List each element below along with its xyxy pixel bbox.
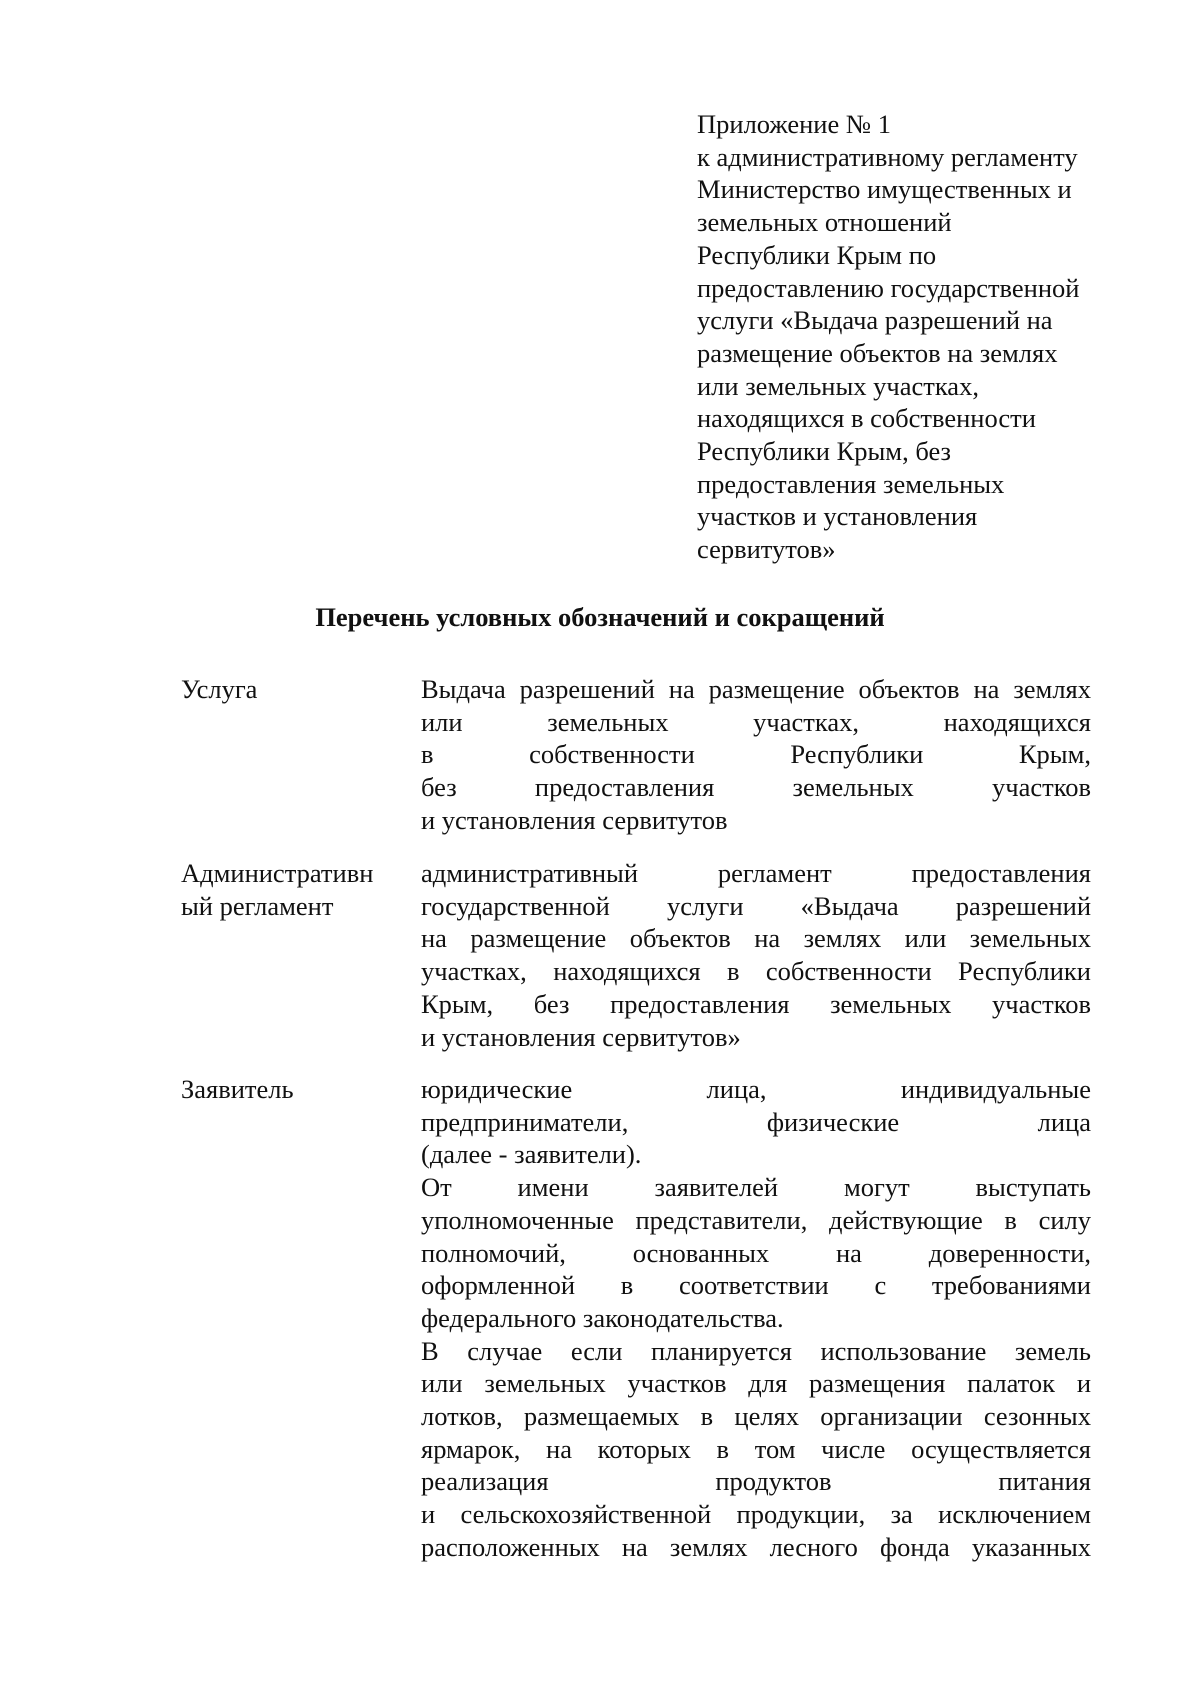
definition-line: Выдача разрешений на размещение объектов на землях [421, 674, 1091, 704]
definition-line: предприниматели, физические лица [421, 1106, 1091, 1137]
definition-line: или земельных участках, находящихся [421, 706, 1091, 737]
term-line: Услуга [181, 674, 258, 704]
definition-line: Крым, без предоставления земельных участков [421, 988, 1091, 1019]
annex-line: размещение объектов на землях [697, 337, 1058, 368]
definition-line: и установления сервитутов [421, 804, 728, 835]
definition-line: на размещение объектов на землях или земельных [421, 923, 1091, 954]
definition-line: оформленной в соответствии с требованиями [421, 1270, 1091, 1301]
annex-line: Министерство имущественных и [697, 174, 1072, 205]
entry-term [181, 857, 406, 922]
definition-line: расположенных на землях лесного фонда указанных [421, 1531, 1091, 1562]
definition-line: государственной услуги «Выдача разрешений [421, 890, 1091, 921]
annex-line: услуги «Выдача разрешений на [697, 305, 1053, 336]
annex-line: Республики Крым по [697, 239, 937, 270]
definition-line: реализация продуктов питания [421, 1466, 1091, 1497]
annex-line: участков и установления [697, 501, 978, 532]
annex-line: предоставлению государственной [697, 272, 1080, 303]
definition-line: или земельных участков для размещения палаток и [421, 1368, 1091, 1399]
term-line: Административн [181, 858, 374, 888]
term-line: ый регламент [181, 890, 334, 921]
annex-line: земельных отношений [697, 207, 952, 238]
annex-line: находящихся в собственности [697, 403, 1036, 434]
definition-line: участках, находящихся в собственности Республики [421, 956, 1091, 987]
entry-term [181, 673, 406, 706]
entry-definition [421, 673, 1091, 837]
definition-line: (далее - заявители). [421, 1139, 642, 1170]
term-line: Заявитель [181, 1074, 294, 1104]
definition-line: лотков, размещаемых в целях организации сезонных [421, 1401, 1091, 1432]
annex-line: сервитутов» [697, 534, 836, 565]
annex-line: предоставления земельных [697, 468, 1005, 499]
annex-line: Приложение № 1 [697, 109, 892, 139]
definition-line: ярмарок, на которых в том числе осуществляется [421, 1433, 1091, 1464]
definition-line: уполномоченные представители, действующие в силу [421, 1204, 1091, 1235]
definition-line: и сельскохозяйственной продукции, за исключением [421, 1499, 1091, 1530]
entry-term [181, 1073, 406, 1106]
definition-line: полномочий, основанных на доверенности, [421, 1237, 1091, 1268]
definition-line: без предоставления земельных участков [421, 772, 1091, 803]
definition-line: юридические лица, индивидуальные [421, 1074, 1091, 1104]
document-title: Перечень условных обозначений и сокращений [315, 602, 885, 632]
annex-line: Республики Крым, без [697, 436, 952, 467]
annex-line: или земельных участках, [697, 370, 979, 401]
definition-line: административный регламент предоставления [421, 858, 1091, 888]
annex-header [697, 108, 1127, 566]
annex-line: к административному регламенту [697, 141, 1078, 172]
definition-line: федерального законодательства. [421, 1302, 784, 1333]
definition-line: В случае если планируется использование земель [421, 1335, 1091, 1366]
definition-line: От имени заявителей могут выступать [421, 1172, 1091, 1203]
definition-line: в собственности Республики Крым, [421, 739, 1091, 770]
definition-line: и установления сервитутов» [421, 1021, 741, 1052]
entry-definition [421, 857, 1091, 1053]
entry-definition [421, 1073, 1091, 1564]
